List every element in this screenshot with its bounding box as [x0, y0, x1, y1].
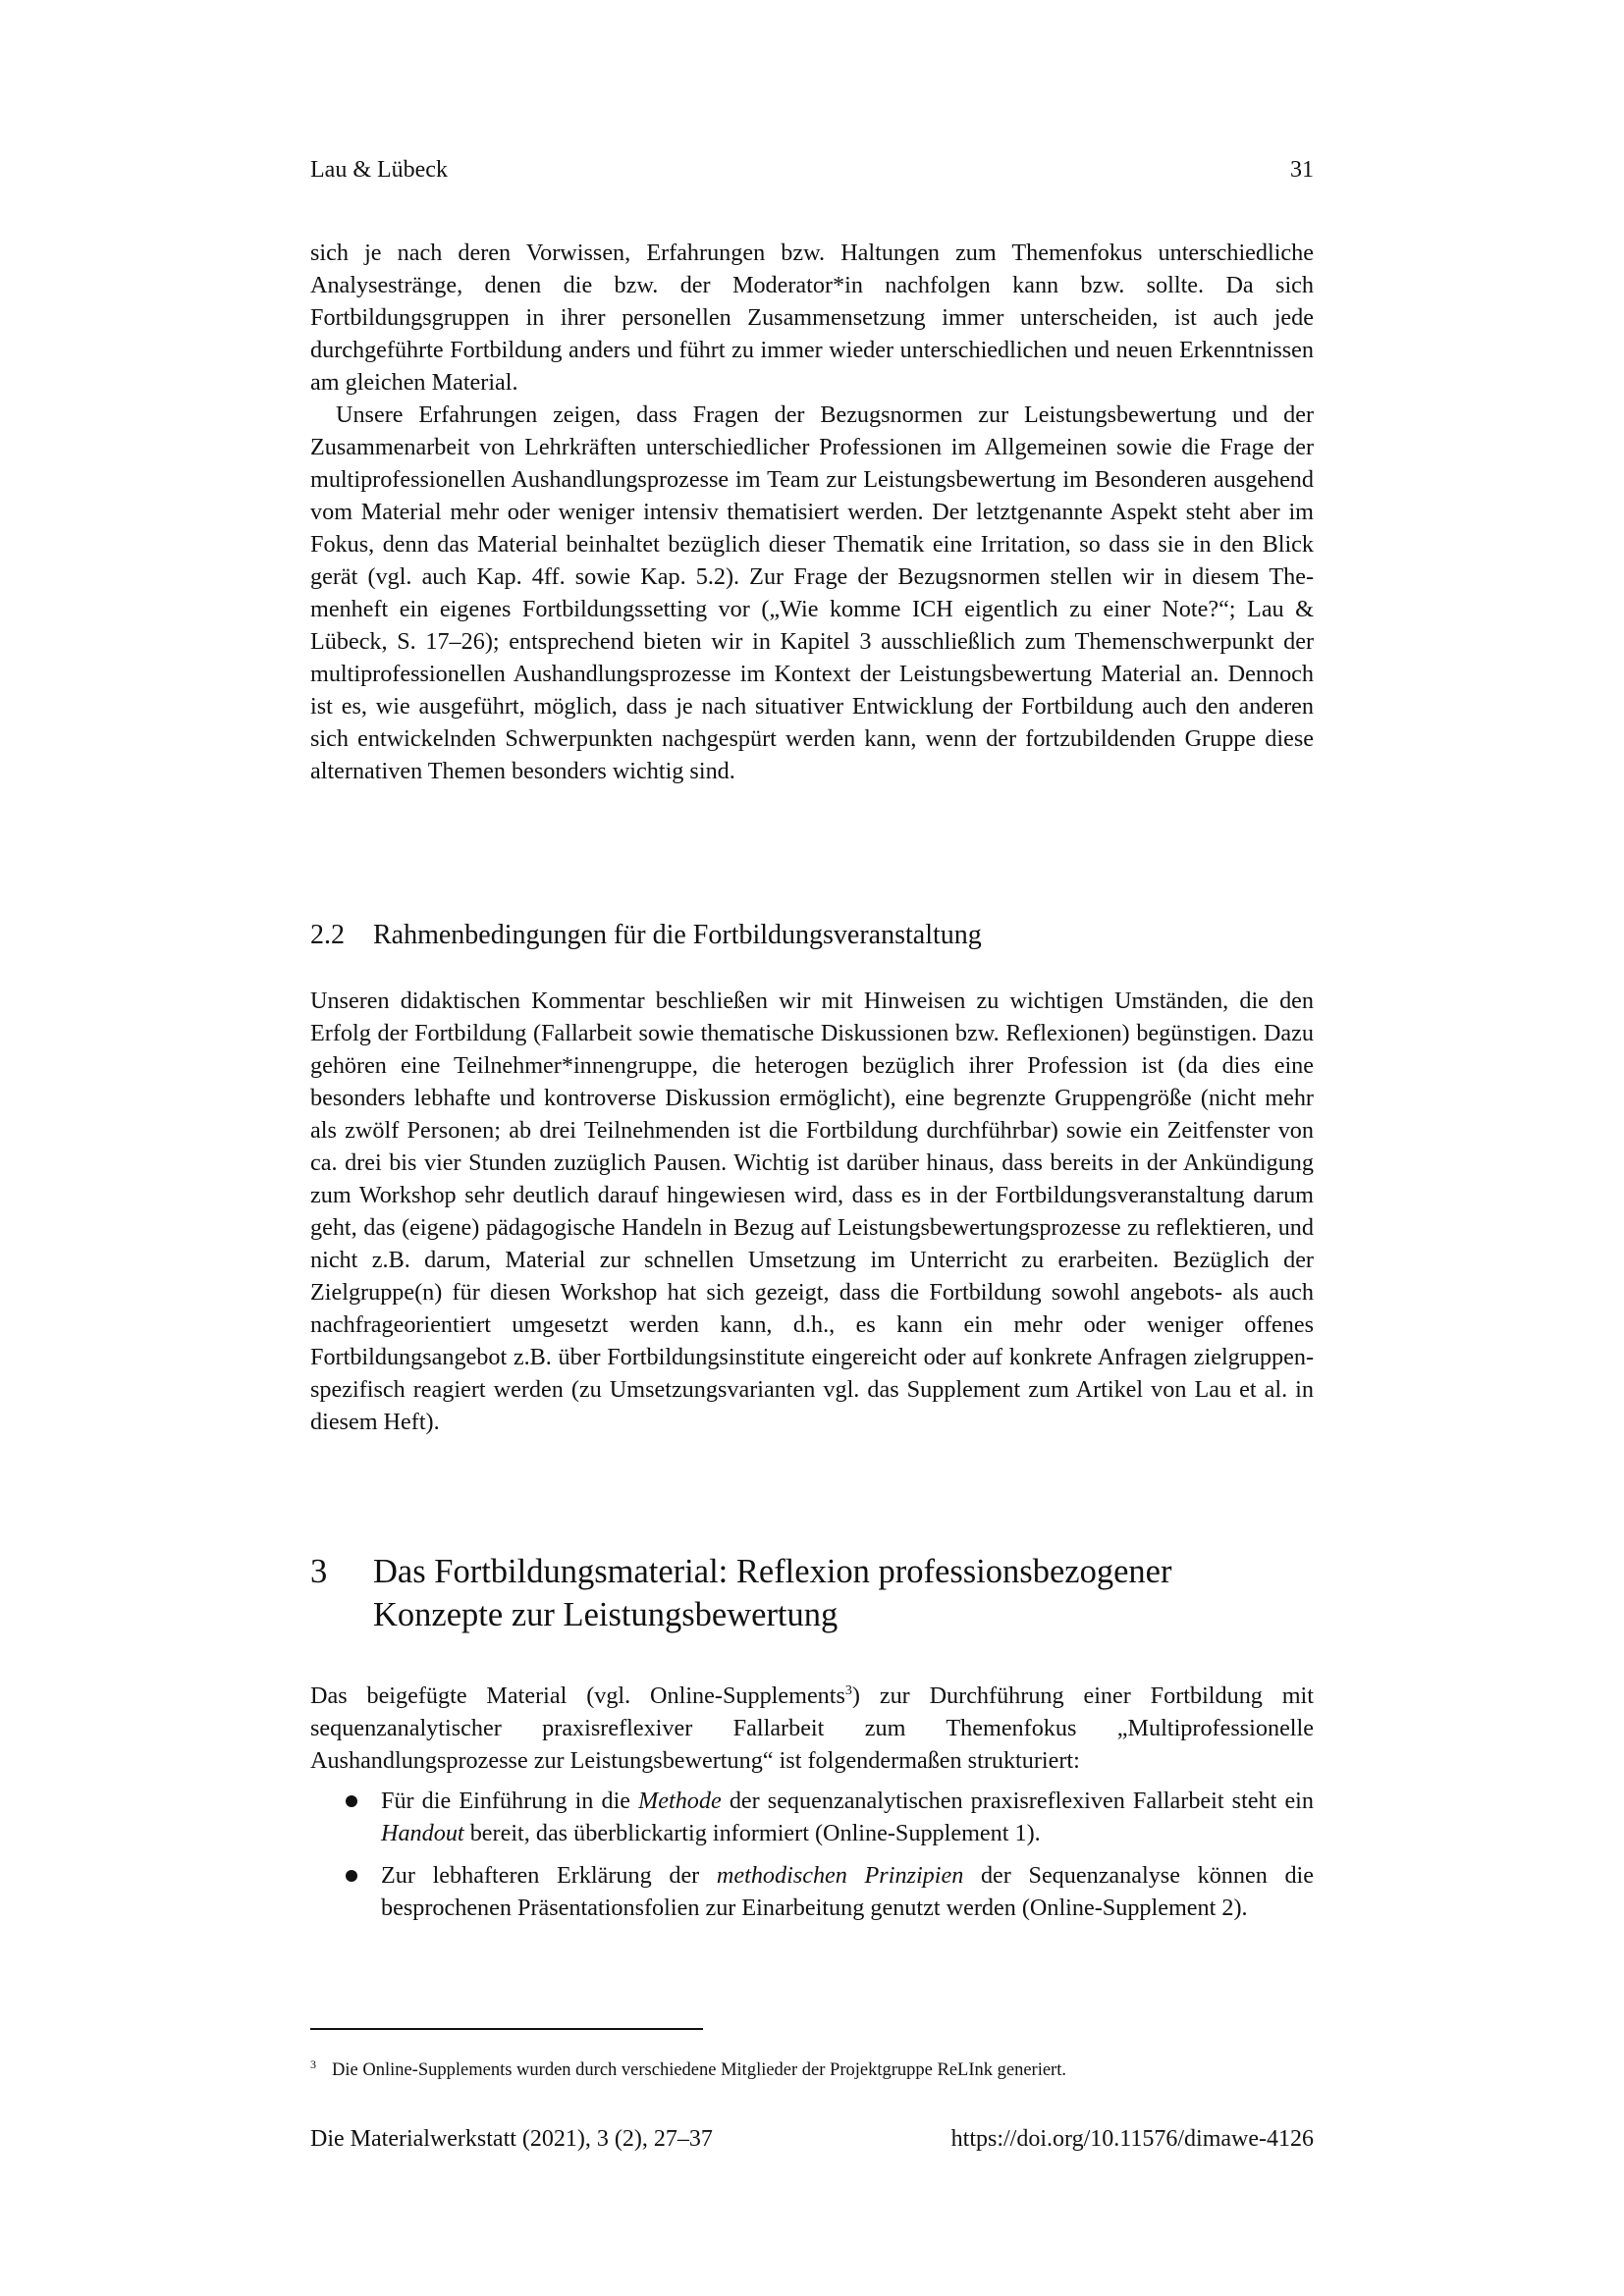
paragraph-4-text: ) zur Durchführung einer Fortbildung mit sequenzanalytischer praxisreflexiver Fallarbeit zum Themenfokus „Multiprofessionelle Aushandlungsprozesse zur Leistungsbewertung“ ist folgendermaßen strukturiert: [310, 1682, 1314, 1774]
section-2-1-continuation [310, 237, 1314, 787]
list-item-text: bereit, das überblickartig informiert (Online-Supplement 1). [463, 1820, 1041, 1846]
paragraph-3: Unseren didaktischen Kommentar beschließen wir mit Hinweisen zu wichtigen Umständen, die den Erfolg der Fortbildung (Fallarbeit sowie thematische Diskussionen bzw. Reflexionen) begünstigen. Dazu gehören eine Teilnehmer*innengruppe, die heterogen bezüglich ihrer Profession ist (da dies eine besonders lebhafte und kontroverse Diskussion ermöglicht), eine begrenzte Gruppengröße (nicht mehr als zwölf Personen; ab drei Teilnehmenden ist die Fortbildung durchführbar) sowie ein Zeitfenster von ca. drei bis vier Stunden zuzüglich Pausen. Wichtig ist darüber hinaus, dass bereits in der Ankündigung zum Workshop sehr deutlich darauf hingewiesen wird, dass es in der Fortbildungsveranstaltung darum geht, das (eigene) pädagogische Handeln in Bezug auf Leistungsbewertungsprozesse zu reflektieren, und nicht z.B. darum, Material zur schnellen Umsetzung im Unterricht zu erarbeiten. Bezüglich der Zielgruppe(n) für diesen Workshop hat sich gezeigt, dass die Fortbildung sowohl angebots- als auch nachfrageorientiert umgesetzt werden kann, d.h., es kann ein mehr oder weniger offenes Fortbildungsangebot z.B. über Fortbildungsinstitute eingereicht oder auf konkrete Anfragen zielgruppenspezifisch reagiert werden (zu Umsetzungsvarianten vgl. das Supplement zum Artikel von Lau et al. in diesem Heft). [310, 988, 1314, 1435]
list-item-text: der sequenzanalytischen praxisreflexiven Fallarbeit steht ein [721, 1788, 1314, 1814]
list-item-text: Zur lebhafteren Erklärung der [381, 1862, 717, 1889]
bullet-icon [346, 1795, 357, 1807]
emphasis: Handout [381, 1820, 464, 1846]
section-title [373, 1550, 1171, 1636]
section-title-line-1: Das Fortbildungsmaterial: Reflexion professionsbezogener [373, 1553, 1172, 1590]
section-title: Rahmenbedingungen für die Fortbildungsveranstaltung [373, 920, 982, 950]
footnote-number: 3 [310, 2057, 316, 2071]
section-number: 2.2 [310, 920, 345, 950]
footnote [310, 2057, 1314, 2083]
section-heading-2-2 [310, 918, 1314, 953]
paragraph-1: sich je nach deren Vorwissen, Erfahrungen bzw. Haltungen zum Themenfokus unterschiedliche Analysestränge, denen die bzw. der Moderator*in nachfolgen kann bzw. sollte. Da sich Fortbildungsgruppen in ihrer personellen Zusammensetzung immer unterscheiden, ist auch jede durchgeführte Fortbildung anders und führt zu immer wieder unterschiedlichen und neuen Erkenntnissen am gleichen Material. [310, 240, 1314, 396]
page-footer [310, 2123, 1314, 2155]
doi-link[interactable]: https://doi.org/10.11576/dimawe-4126 [950, 2126, 1314, 2152]
list-item-text: Für die Einführung in die [381, 1788, 639, 1814]
section-number: 3 [310, 1553, 328, 1590]
list-item [310, 1785, 1314, 1849]
paragraph-2: Unsere Erfahrungen zeigen, dass Fragen der Bezugsnormen zur Leistungsbewertung und der Zusammenarbeit von Lehrkräften unterschiedlicher Professionen im Allgemeinen sowie die Frage der multiprofessionellen Aushandlungsprozesse im Team zur Leistungsbewertung im Besonderen ausgehend vom Material mehr oder weniger intensiv thematisiert werden. Der letztgenannte Aspekt steht aber im Fokus, denn das Material beinhaltet bezüglich dieser Thematik eine Irritation, so dass sie in den Blick gerät (vgl. auch Kap. 4ff. sowie Kap. 5.2). Zur Frage der Bezugsnormen stellen wir in diesem Themenheft ein eigenes Fortbildungssetting vor („Wie komme ICH eigentlich zu einer Note?“; Lau & Lübeck, S. 17–26); entsprechend bieten wir in Kapitel 3 ausschließlich zum Themenschwerpunkt der multiprofessionellen Aushandlungsprozesse im Kontext der Leistungsbewertung Material an. Dennoch ist es, wie ausgeführt, möglich, dass je nach situativer Entwicklung der Fortbildung auch den anderen sich entwickelnden Schwerpunkten nachgespürt werden kann, wenn der fortzubildenden Gruppe diese alternativen Themen besonders wichtig sind. [310, 401, 1314, 784]
list-item [310, 1859, 1314, 1924]
footnote-text: Die Online-Supplements wurden durch verschiedene Mitglieder der Projektgruppe ReLInk generiert. [332, 2060, 1066, 2080]
section-2-2-body [310, 985, 1314, 1438]
emphasis: Methode [638, 1788, 722, 1814]
footnote-divider [310, 2028, 703, 2030]
emphasis: methodischen Prinzipien [716, 1862, 964, 1889]
section-heading-3 [310, 1550, 1314, 1636]
section-3-body [310, 1680, 1314, 1934]
running-head-authors: Lau & Lübeck [310, 157, 448, 183]
paragraph-4 [310, 1680, 1314, 1777]
bullet-icon [346, 1870, 357, 1882]
journal-citation: Die Materialwerkstatt (2021), 3 (2), 27–37 [310, 2126, 713, 2152]
material-list [310, 1785, 1314, 1924]
paragraph-4-text: Das beigefügte Material (vgl. Online-Supplements [310, 1682, 845, 1709]
section-title-line-2: Konzepte zur Leistungsbewertung [373, 1596, 839, 1633]
running-head [310, 154, 1314, 186]
footnote-reference[interactable]: 3 [844, 1683, 852, 1698]
page-number: 31 [1290, 157, 1314, 183]
list-item-text: der Sequenzanalyse können die besprochenen Präsentationsfolien zur Einarbeitung genutzt werden (Online-Supplement 2). [381, 1862, 1315, 1921]
